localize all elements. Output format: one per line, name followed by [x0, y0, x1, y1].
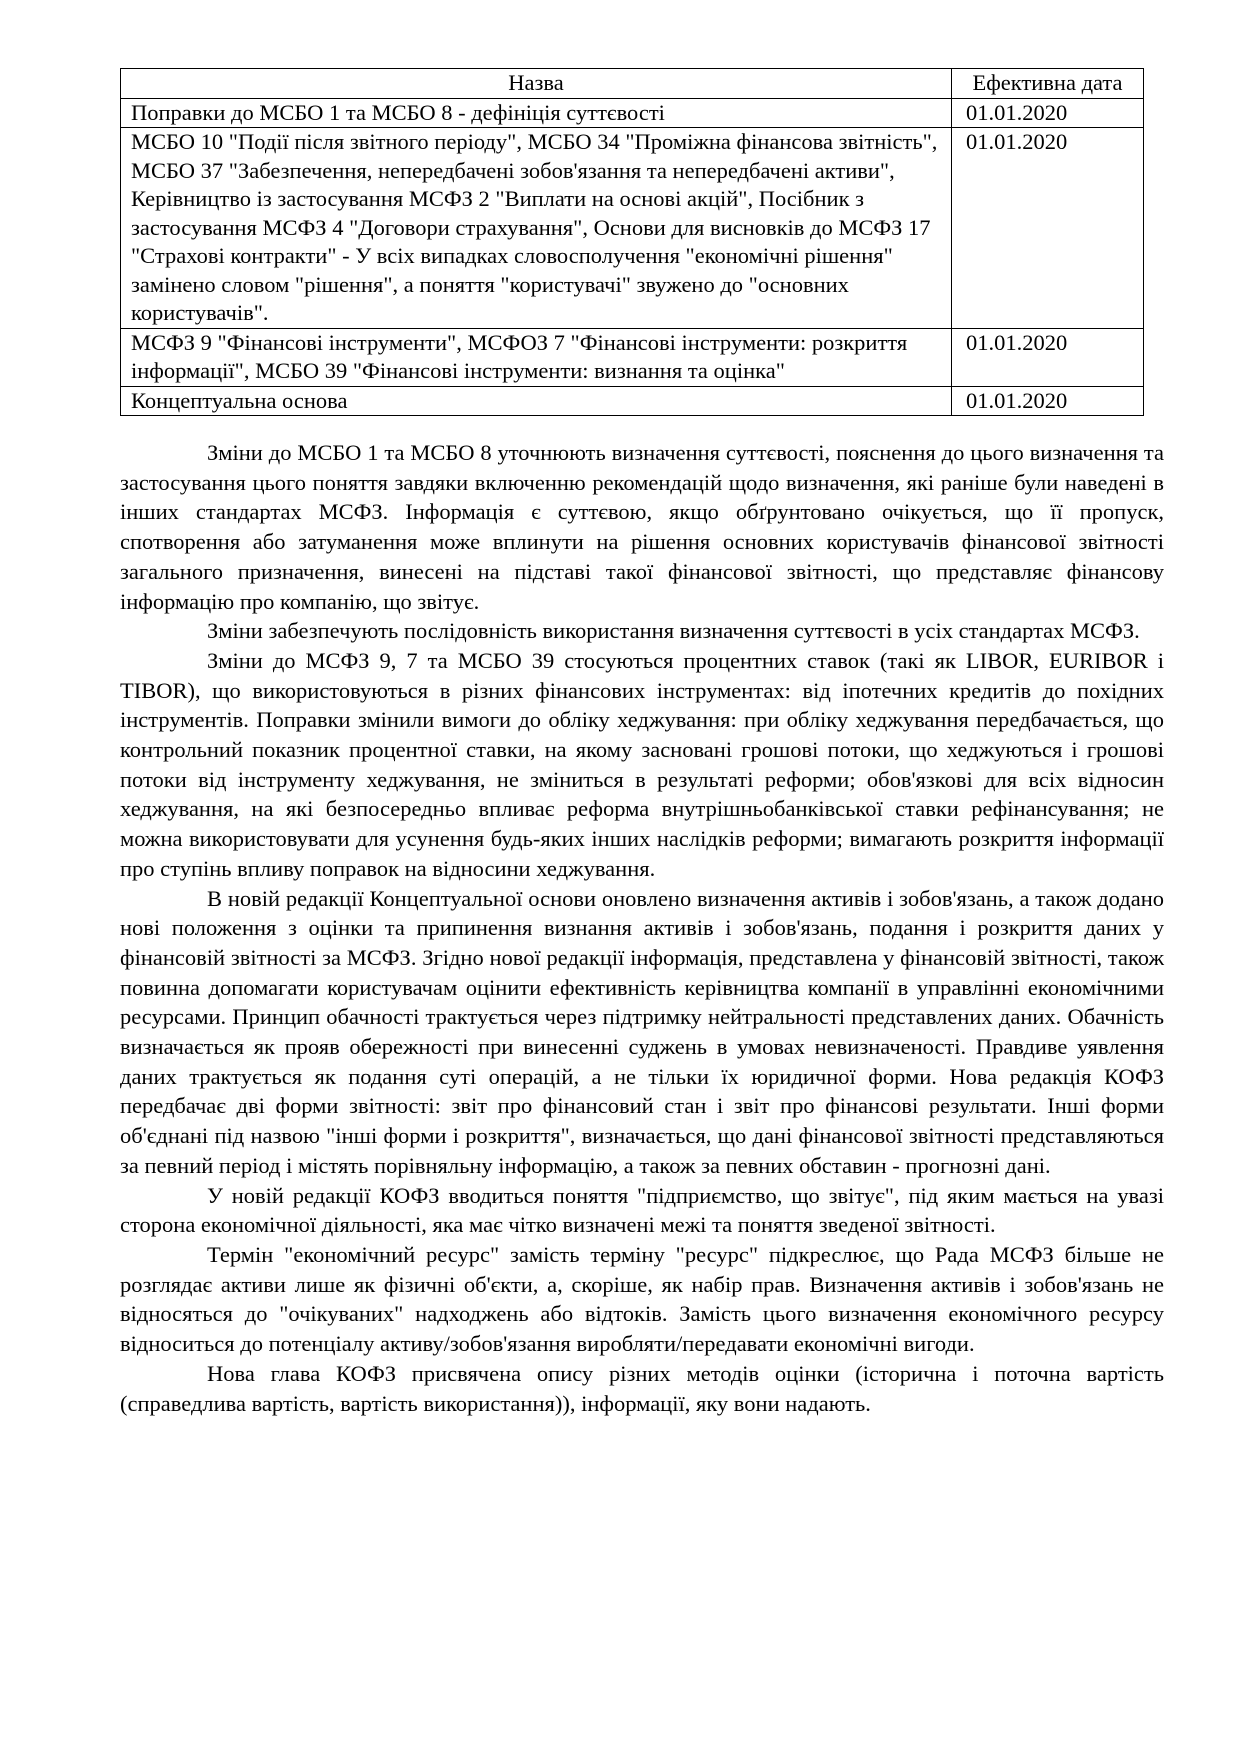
header-effective-date: Ефективна дата — [952, 69, 1144, 99]
table-row — [121, 128, 1144, 329]
standard-name-cell: МСФЗ 9 "Фінансові інструменти", МСФОЗ 7 "Фінансові інструменти: розкриття інформації", МСБО 39 "Фінансові інструменти: визнання та оцінка" — [121, 328, 952, 386]
effective-date-cell: 01.01.2020 — [952, 386, 1144, 416]
paragraph: Нова глава КОФЗ присвячена опису різних методів оцінки (історична і поточна вартість (справедлива вартість, вартість використання)), інформації, яку вони надають. — [120, 1360, 1164, 1416]
document-page — [120, 68, 1164, 1418]
standard-name-cell: Концептуальна основа — [121, 386, 952, 416]
paragraph: Зміни забезпечують послідовність використання визначення суттєвості в усіх стандартах МСФЗ. — [207, 618, 1140, 644]
effective-date-cell: 01.01.2020 — [952, 98, 1144, 128]
standard-name-cell: МСБО 10 "Події після звітного періоду", МСБО 34 "Проміжна фінансова звітність", МСБО 37 "Забезпечення, непередбачені зобов'язання та непередбачені активи", Керівництво із застосування МСФЗ 2 "Виплати на основі акцій", Посібник з застосування МСФЗ 4 "Договори страхування", Основи для висновків до МСФЗ 17 "Страхові контракти" - У всіх випадках словосполучення "економічні рішення" замінено словом "рішення", а поняття "користувачі" звужено до "основних користувачів". — [121, 128, 952, 329]
paragraph: У новій редакції КОФЗ вводиться поняття "підприємство, що звітує", під яким мається на увазі сторона економічної діяльності, яка має чітко визначені межі та поняття зведеної звітності. — [120, 1182, 1164, 1238]
effective-date-cell: 01.01.2020 — [952, 328, 1144, 386]
paragraph: Термін "економічний ресурс" замість терміну "ресурс" підкреслює, що Рада МСФЗ більше не розглядає активи лише як фізичні об'єкти, а, скоріше, як набір прав. Визначення активів і зобов'язань не відносяться до "очікуваних" надходжень або відтоків. Замість цього визначення економічного ресурсу відноситься до потенціалу активу/зобов'язання виробляти/передавати економічні вигоди. — [120, 1241, 1164, 1357]
header-name: Назва — [121, 69, 952, 99]
paragraph: Зміни до МСБО 1 та МСБО 8 уточнюють визначення суттєвості, пояснення до цього визначення та застосування цього поняття завдяки включенню рекомендацій щодо визначення, які раніше були наведені в інших стандартах МСФЗ. Інформація є суттєвою, якщо обґрунтовано очікується, що її пропуск, спотворення або затуманення може вплинути на рішення основних користувачів фінансової звітності загального призначення, винесені на підставі такої фінансової звітності, що представляє фінансову інформацію про компанію, що звітує. — [120, 440, 1164, 614]
table-row — [121, 328, 1144, 386]
table-row — [121, 386, 1144, 416]
body-text — [120, 438, 1164, 1418]
standard-name-cell: Поправки до МСБО 1 та МСБО 8 - дефініція суттєвості — [121, 98, 952, 128]
table-row — [121, 98, 1144, 128]
paragraph: В новій редакції Концептуальної основи оновлено визначення активів і зобов'язань, а також додано нові положення з оцінки та припинення визнання активів і зобов'язань, подання і розкриття даних у фінансовій звітності за МСФЗ. Згідно нової редакції інформація, представлена у фінансовій звітності, також повинна допомагати користувачам оцінити ефективність керівництва компанії в управлінні економічними ресурсами. Принцип обачності трактується через підтримку нейтральності представлених даних. Обачність визначається як прояв обережності при винесенні суджень в умовах невизначеності. Правдиве уявлення даних трактується як подання суті операцій, а не тільки їх юридичної форми. Нова редакція КОФЗ передбачає дві форми звітності: звіт про фінансовий стан і звіт про фінансові результати. Інші форми об'єднані під назвою "інші форми і розкриття", визначається, що дані фінансової звітності представляються за певний період і містять порівняльну інформацію, а також за певних обставин - прогнозні дані. — [120, 885, 1164, 1178]
paragraph: Зміни до МСФЗ 9, 7 та МСБО 39 стосуються процентних ставок (такі як LIBOR, EURIBOR і TIBOR), що використовуються в різних фінансових інструментах: від іпотечних кредитів до похідних інструментів. Поправки змінили вимоги до обліку хеджування: при обліку хеджування передбачається, що контрольний показник процентної ставки, на якому засновані грошові потоки, що хеджуються і грошові потоки від інструменту хеджування, не зміниться в результаті реформи; обов'язкові для всіх відносин хеджування, на які безпосередньо впливає реформа внутрішньобанківської ставки рефінансування; не можна використовувати для усунення будь-яких інших наслідків реформи; вимагають розкриття інформації про ступінь впливу поправок на відносини хеджування. — [120, 647, 1164, 881]
table-header-row — [121, 69, 1144, 99]
standards-table — [120, 68, 1144, 416]
effective-date-cell: 01.01.2020 — [952, 128, 1144, 329]
